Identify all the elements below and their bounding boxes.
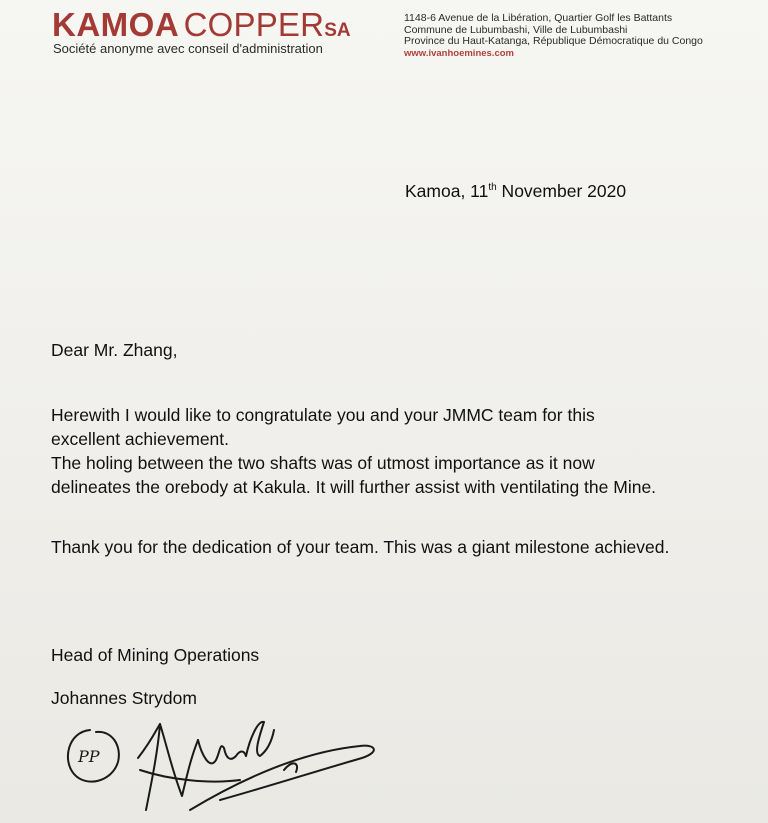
body-line: The holing between the two shafts was of utmost importance as it now bbox=[51, 453, 595, 473]
address-line-1: 1148-6 Avenue de la Libération, Quartier Golf les Battants bbox=[404, 12, 673, 24]
closing-paragraph: Thank you for the dedication of your team. This was a giant milestone achieved. bbox=[51, 537, 670, 557]
company-address bbox=[404, 13, 703, 59]
logo-sa: SA bbox=[324, 20, 351, 41]
body-line: delineates the orebody at Kakula. It will further assist with ventilating the Mine. bbox=[51, 477, 657, 497]
body-line: Herewith I would like to congratulate you and your JMMC team for this bbox=[51, 405, 595, 425]
letter-body bbox=[51, 403, 751, 499]
signoff-role: Head of Mining Operations bbox=[51, 645, 260, 665]
logo-copper: COPPER bbox=[183, 6, 325, 43]
company-tagline: Société anonyme avec conseil d'administration bbox=[53, 41, 323, 56]
letter-date bbox=[405, 181, 626, 202]
signoff-name: Johannes Strydom bbox=[51, 688, 197, 708]
company-website: www.ivanhoemines.com bbox=[404, 47, 514, 59]
logo-kamoa: KAMOA bbox=[52, 6, 180, 43]
address-line-3: Province du Haut-Katanga, République Démocratique du Congo bbox=[404, 35, 703, 47]
handwritten-signature bbox=[60, 700, 390, 820]
date-rest: November 2020 bbox=[496, 181, 627, 201]
date-ordinal: th bbox=[488, 182, 497, 193]
body-line: excellent achievement. bbox=[51, 429, 230, 449]
date-prefix: Kamoa, 11 bbox=[405, 181, 489, 201]
salutation: Dear Mr. Zhang, bbox=[51, 340, 178, 360]
address-line-2: Commune de Lubumbashi, Ville de Lubumbashi bbox=[404, 23, 628, 36]
signature-pp: PP bbox=[78, 747, 100, 766]
company-logo bbox=[52, 6, 351, 44]
